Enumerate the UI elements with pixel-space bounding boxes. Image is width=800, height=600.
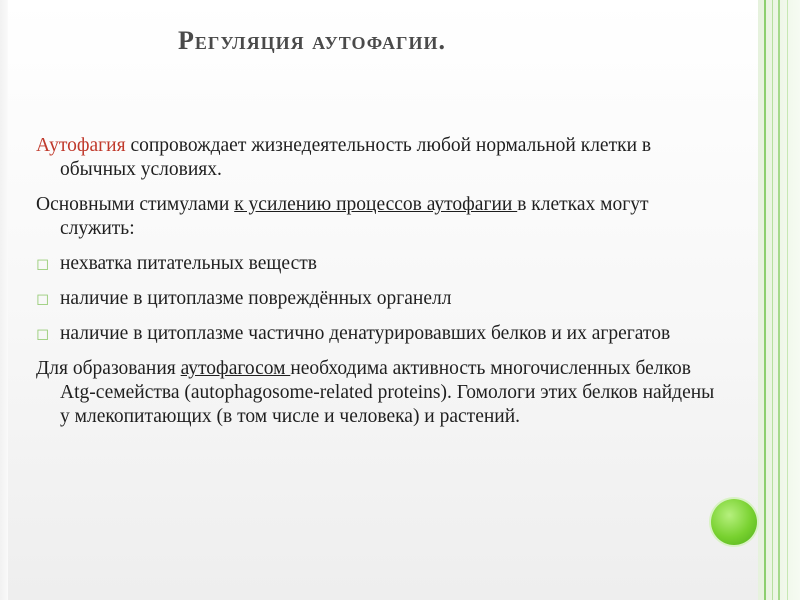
paragraph-atg-proteins [36,357,726,429]
paragraph-text: Для образования [36,358,181,379]
paragraph-stimuli [36,193,726,241]
slide-title: Регуляция аутофагии. [178,26,446,55]
rail-line [764,0,766,600]
list-item-text: наличие в цитоплазме частично денатурировавших белков и их агрегатов [60,323,671,344]
rail-line [778,0,780,600]
list-item [36,322,726,346]
list-item-text: наличие в цитоплазме повреждённых органелл [60,288,452,309]
paragraph-text: в клетках могут служить: [60,194,649,239]
paragraph-autophagy-intro [36,134,726,182]
hollow-square-bullet-icon: ◻ [36,289,50,308]
green-circle-decoration [711,499,757,545]
decorative-rail [758,0,800,600]
list-item [36,287,726,311]
paragraph-text: Основными стимулами [36,194,235,215]
underlined-phrase: аутофагосом [180,358,291,379]
underlined-phrase: к усилению процессов аутофагии [234,194,518,215]
rail-line [772,0,773,600]
left-band [0,0,8,600]
list-item-text: нехватка питательных веществ [60,253,317,274]
paragraph-text: сопровождает жизнедеятельность любой нормальной клетки в обычных условиях. [60,135,652,180]
hollow-square-bullet-icon: ◻ [36,324,50,343]
hollow-square-bullet-icon: ◻ [36,254,50,273]
list-item [36,252,726,276]
slide-body [36,134,726,440]
rail-line [787,0,788,600]
paragraph-text: необходима активность многочисленных белков Atg-семейства (autophagosome-related proteins). Гомологи этих белков найдены у млекопитающих (в том числе и человека) и растений. [60,358,715,427]
highlighted-term: Аутофагия [36,135,126,156]
